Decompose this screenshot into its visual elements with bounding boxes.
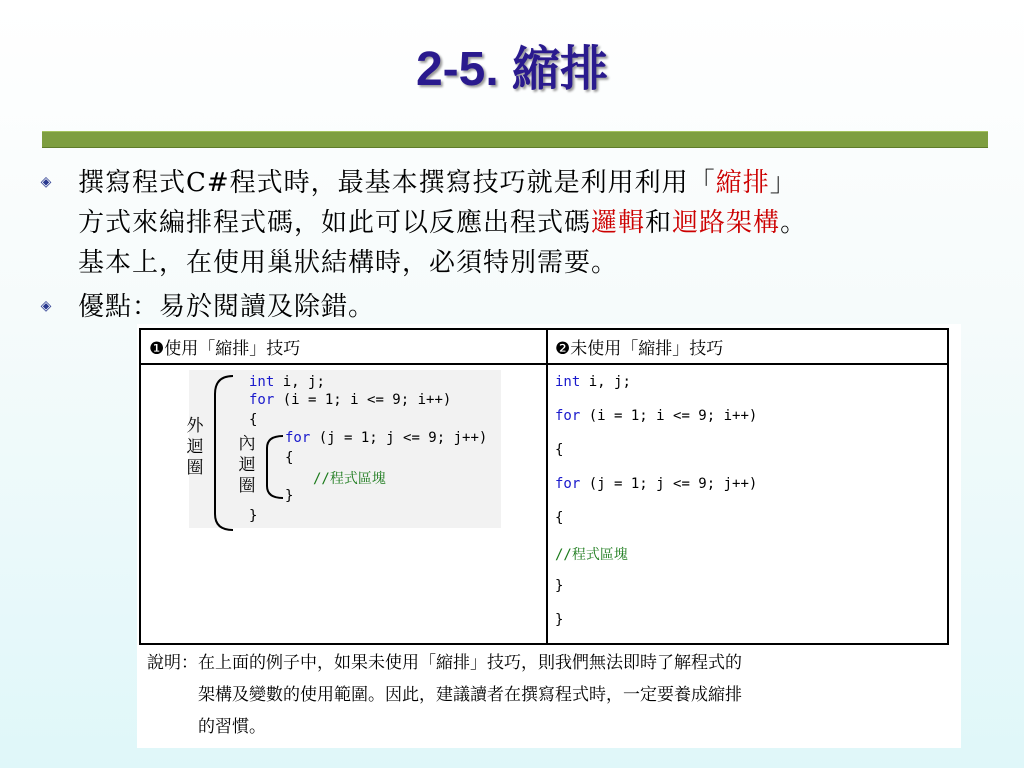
text-segment: 迴路架構 <box>672 208 781 238</box>
outer-loop-bracket <box>207 374 237 534</box>
slide-title: 2-5. 縮排 <box>415 43 609 96</box>
text-segment: 縮排 <box>715 168 770 198</box>
code-line: } <box>285 488 294 504</box>
code-line: } <box>555 578 564 594</box>
code-line: { <box>285 450 294 466</box>
comparison-table <box>139 328 949 645</box>
text-segment: 」 <box>769 168 797 198</box>
bullet-1-line-1 <box>78 162 797 199</box>
header-divider <box>141 363 947 365</box>
indentation-figure <box>137 324 961 748</box>
title-divider <box>42 131 988 148</box>
diamond-bullet-icon: ◈ <box>40 174 52 190</box>
column-divider <box>546 330 548 643</box>
note-line-1: 說明：在上面的例子中，如果未使用「縮排」技巧，則我們無法即時了解程式的 <box>147 653 742 673</box>
code-line: for (j = 1; j <= 9; j++) <box>285 430 488 446</box>
bullet-1-line-3 <box>78 242 618 279</box>
code-line: { <box>249 412 258 428</box>
code-line: } <box>249 508 258 524</box>
text-segment: 邏輯 <box>591 208 646 238</box>
note-line-2: 架構及變數的使用範圍。因此，建議讀者在撰寫程式時，一定要養成縮排 <box>147 685 742 705</box>
bullet-1-line-2 <box>78 202 807 239</box>
code-line: { <box>555 510 564 526</box>
text-segment: 方式來編排程式碼，如此可以反應出程式碼 <box>78 208 592 238</box>
bullet-2-line-1 <box>78 286 375 323</box>
text-segment: 優點：易於閱讀及除錯。 <box>78 292 376 322</box>
code-line: for (j = 1; j <= 9; j++) <box>555 476 758 492</box>
diamond-bullet-icon: ◈ <box>40 298 52 314</box>
code-line: } <box>555 612 564 628</box>
text-segment: 。 <box>780 208 808 238</box>
inner-loop-label: 內 迴 圈 <box>238 434 256 496</box>
code-line: //程式區塊 <box>555 547 628 563</box>
text-segment: 和 <box>645 208 673 238</box>
code-line: { <box>555 442 564 458</box>
text-segment: 基本上，在使用巢狀結構時，必須特別需要。 <box>78 248 619 278</box>
left-header: ❶使用「縮排」技巧 <box>149 339 301 359</box>
code-line: for (i = 1; i <= 9; i++) <box>555 408 758 424</box>
code-line: //程式區塊 <box>313 471 386 487</box>
right-header: ❷未使用「縮排」技巧 <box>555 339 724 359</box>
code-line: for (i = 1; i <= 9; i++) <box>249 392 452 408</box>
code-line: int i, j; <box>555 374 631 390</box>
code-line: int i, j; <box>249 374 325 390</box>
note-line-3: 的習慣。 <box>147 717 266 737</box>
text-segment: 撰寫程式C#程式時，最基本撰寫技巧就是利用利用「 <box>78 168 716 198</box>
outer-loop-label: 外 迴 圈 <box>186 416 204 478</box>
